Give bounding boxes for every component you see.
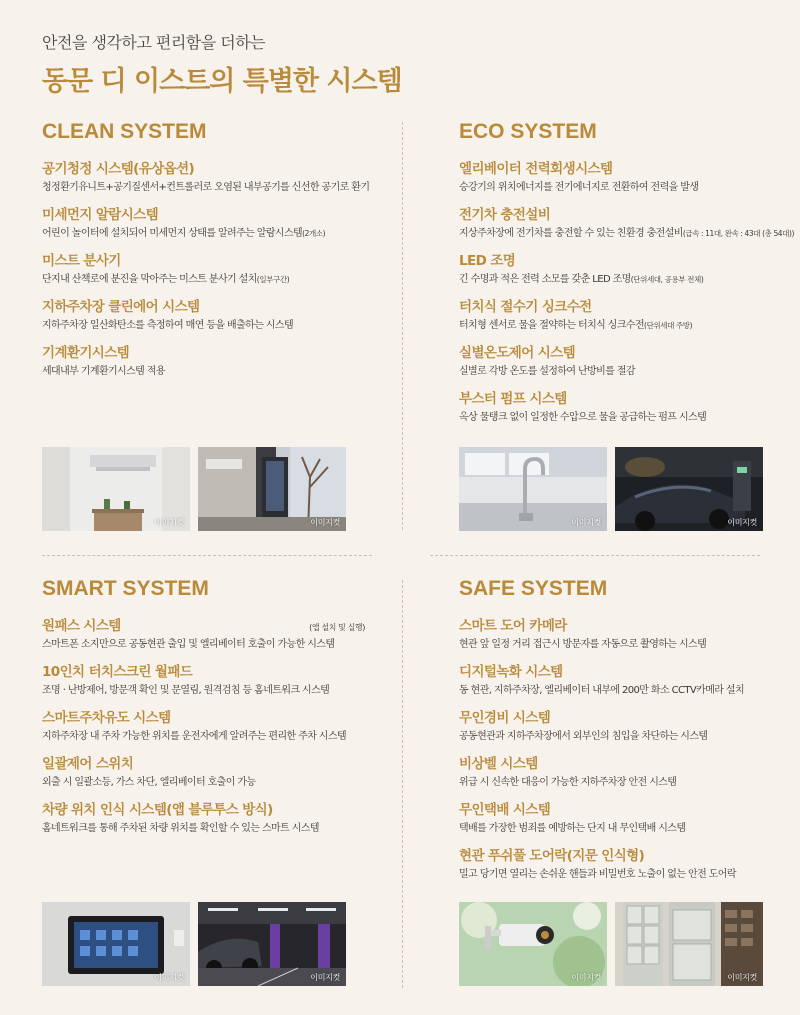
parking-garage-image bbox=[198, 902, 346, 986]
system-item-desc-text: 실별로 각방 온도를 설정하여 난방비를 절감 bbox=[459, 366, 635, 377]
system-item-desc bbox=[459, 867, 784, 882]
system-item bbox=[459, 709, 784, 744]
system-item-title: 실별온도제어 시스템 bbox=[459, 345, 576, 361]
system-item bbox=[459, 298, 784, 333]
eco-system-section bbox=[459, 120, 795, 436]
system-item-desc bbox=[459, 180, 784, 195]
system-item-desc-text: 조명 · 난방제어, 방문객 확인 및 문열림, 원격검침 등 홈네트워크 시스템 bbox=[42, 685, 330, 696]
vertical-divider-bottom bbox=[402, 580, 403, 988]
system-item-desc bbox=[42, 180, 370, 195]
system-item bbox=[42, 617, 367, 652]
system-item-desc-note: (급속 : 11대, 완속 : 43대 (총 54대)) bbox=[682, 229, 795, 238]
smart-system-section bbox=[42, 577, 367, 847]
system-item-desc bbox=[459, 821, 784, 836]
system-item-title: 무인경비 시스템 bbox=[459, 710, 551, 726]
eco-photos bbox=[459, 447, 763, 531]
system-item-desc-text: 위급 시 신속한 대응이 가능한 지하주차장 안전 시스템 bbox=[459, 777, 677, 788]
system-item-desc-note: (일부구간) bbox=[256, 275, 290, 284]
horizontal-divider-left bbox=[42, 555, 372, 556]
system-item bbox=[459, 252, 784, 287]
system-item bbox=[459, 617, 784, 652]
system-item-desc-text: 단지내 산책로에 분진을 막아주는 미스트 분사기 설치 bbox=[42, 274, 257, 285]
system-item bbox=[459, 755, 784, 790]
cctv-camera-image bbox=[459, 902, 607, 986]
safe-photos bbox=[459, 902, 763, 986]
system-item bbox=[42, 755, 367, 790]
image-caption: 이미지컷 bbox=[310, 973, 340, 982]
system-item-title: 10인치 터치스크린 월패드 bbox=[42, 664, 193, 680]
system-item-desc bbox=[42, 683, 367, 698]
system-item-desc-text: 승강기의 위치에너지를 전기에너지로 전환하여 전력을 발생 bbox=[459, 182, 699, 193]
system-item-desc bbox=[459, 637, 784, 652]
system-item-title: 기계환기시스템 bbox=[42, 345, 130, 361]
system-item-desc-text: 홈네트워크를 통해 주차된 차량 위치를 확인할 수 있는 스마트 시스템 bbox=[42, 823, 319, 834]
system-item-desc-text: 지하주차장 내 주차 가능한 위치를 운전자에게 알려주는 편리한 주차 시스템 bbox=[42, 731, 347, 742]
system-item bbox=[42, 663, 367, 698]
system-item-desc-text: 세대내부 기계환기시스템 적용 bbox=[42, 366, 165, 377]
ventilation-unit-image bbox=[42, 447, 190, 531]
system-item bbox=[42, 160, 370, 195]
system-item-desc-text: 택배를 가장한 범죄를 예방하는 단지 내 무인택배 시스템 bbox=[459, 823, 686, 834]
image-caption: 이미지컷 bbox=[154, 518, 184, 527]
system-item-title: 디지털녹화 시스템 bbox=[459, 664, 563, 680]
system-item-title: 전기차 충전설비 bbox=[459, 207, 551, 223]
system-item-desc bbox=[459, 410, 784, 425]
system-item bbox=[459, 847, 784, 882]
page-subtitle: 안전을 생각하고 편리함을 더하는 bbox=[42, 33, 266, 52]
system-item-desc-text: 밀고 당기면 열리는 손쉬운 핸들과 비밀번호 노출이 없는 안전 도어락 bbox=[459, 869, 736, 880]
system-item-title: 지하주차장 클린에어 시스템 bbox=[42, 299, 200, 315]
system-item-desc-text: 공동현관과 지하주차장에서 외부인의 침입을 차단하는 시스템 bbox=[459, 731, 708, 742]
header bbox=[42, 30, 402, 98]
system-item-desc-text: 지하주차장 일산화탄소를 측정하여 매연 등을 배출하는 시스템 bbox=[42, 320, 294, 331]
system-item-desc bbox=[42, 821, 367, 836]
system-item-title: 미스트 분사기 bbox=[42, 253, 121, 269]
system-item-desc-text: 터치형 센서로 물을 절약하는 터치식 싱크수전 bbox=[459, 320, 645, 331]
system-item bbox=[459, 160, 784, 195]
system-item bbox=[42, 344, 367, 379]
system-item bbox=[42, 298, 367, 333]
system-item-title: 공기청정 시스템(유상옵션) bbox=[42, 161, 195, 177]
section-title: CLEAN SYSTEM bbox=[42, 120, 207, 143]
clean-photos bbox=[42, 447, 346, 531]
system-item-desc-text: 청정환기유니트+공기질센서+컨트롤러로 오염된 내부공기를 신선한 공기로 환기 bbox=[42, 182, 370, 193]
system-item-desc-text: 어린이 놀이터에 설치되어 미세먼지 상태를 알려주는 알람시스템 bbox=[42, 228, 303, 239]
system-item-desc bbox=[459, 775, 784, 790]
system-item bbox=[459, 801, 784, 836]
system-item-title: 차량 위치 인식 시스템(앱 블루투스 방식) bbox=[42, 802, 273, 818]
system-item-note: (앱 설치 및 실행) bbox=[309, 623, 365, 632]
system-item-desc bbox=[42, 729, 367, 744]
system-item-desc bbox=[459, 683, 784, 698]
image-caption: 이미지컷 bbox=[727, 518, 757, 527]
system-item-title: 일괄제어 스위치 bbox=[42, 756, 134, 772]
system-item-desc bbox=[42, 318, 367, 333]
system-item bbox=[42, 206, 367, 241]
system-item-title: 스마트주차유도 시스템 bbox=[42, 710, 171, 726]
system-item bbox=[42, 252, 367, 287]
system-item-title: 비상벨 시스템 bbox=[459, 756, 538, 772]
system-item-desc bbox=[459, 364, 784, 379]
system-item bbox=[459, 390, 784, 425]
system-item bbox=[459, 344, 784, 379]
system-item-title: 엘리베이터 전력회생시스템 bbox=[459, 161, 613, 177]
system-item-desc bbox=[459, 272, 784, 287]
section-title: ECO SYSTEM bbox=[459, 120, 597, 143]
system-item-desc bbox=[42, 272, 367, 287]
image-caption: 이미지컷 bbox=[154, 973, 184, 982]
horizontal-divider-right bbox=[430, 555, 760, 556]
system-item-desc-text: 스마트폰 소지만으로 공동현관 출입 및 엘리베이터 호출이 가능한 시스템 bbox=[42, 639, 335, 650]
system-item-desc bbox=[42, 364, 367, 379]
system-item-desc-text: 지상주차장에 전기차를 충전할 수 있는 친환경 충전설비 bbox=[459, 228, 683, 239]
system-item-desc-note: (단위세대, 공용부 전체) bbox=[630, 275, 704, 284]
image-caption: 이미지컷 bbox=[571, 518, 601, 527]
system-item-title: 스마트 도어 카메라 bbox=[459, 618, 567, 634]
system-item bbox=[42, 709, 367, 744]
safe-system-section bbox=[459, 577, 784, 893]
system-item-desc-note: (2개소) bbox=[302, 229, 326, 238]
system-item-desc-text: 옥상 물탱크 없이 일정한 수압으로 물을 공급하는 펌프 시스템 bbox=[459, 412, 707, 423]
system-item-desc-text: 외출 시 일괄소등, 가스 차단, 엘리베이터 호출이 가능 bbox=[42, 777, 256, 788]
section-title: SAFE SYSTEM bbox=[459, 577, 608, 600]
system-item-desc bbox=[459, 318, 784, 333]
mist-sprayer-image bbox=[198, 447, 346, 531]
system-item-title: 무인택배 시스템 bbox=[459, 802, 551, 818]
system-item-desc bbox=[42, 637, 367, 652]
parcel-locker-image bbox=[615, 902, 763, 986]
page-title: 동문 디 이스트의 특별한 시스템 bbox=[42, 66, 402, 97]
section-title: SMART SYSTEM bbox=[42, 577, 209, 600]
ev-charging-image bbox=[615, 447, 763, 531]
system-item-title: LED 조명 bbox=[459, 253, 516, 269]
system-item-desc-text: 동 현관, 지하주차장, 엘리베이터 내부에 200만 화소 CCTV카메라 설치 bbox=[459, 685, 745, 696]
system-item-desc bbox=[42, 775, 367, 790]
system-item-desc bbox=[459, 226, 795, 241]
system-item-desc bbox=[42, 226, 367, 241]
image-caption: 이미지컷 bbox=[727, 973, 757, 982]
system-item-title: 미세먼지 알람시스템 bbox=[42, 207, 159, 223]
clean-system-section bbox=[42, 120, 370, 390]
system-item-desc-text: 긴 수명과 적은 전력 소모를 갖춘 LED 조명 bbox=[459, 274, 631, 285]
system-item-title: 원패스 시스템 bbox=[42, 618, 121, 634]
wallpad-image bbox=[42, 902, 190, 986]
smart-photos bbox=[42, 902, 346, 986]
system-item-title: 터치식 절수기 싱크수전 bbox=[459, 299, 592, 315]
system-item bbox=[459, 206, 795, 241]
system-item-title: 현관 푸쉬풀 도어락(지문 인식형) bbox=[459, 848, 645, 864]
image-caption: 이미지컷 bbox=[571, 973, 601, 982]
system-item-desc-text: 현관 앞 일정 거리 접근시 방문자를 자동으로 촬영하는 시스템 bbox=[459, 639, 707, 650]
system-item-desc-note: (단위세대 주방) bbox=[644, 321, 693, 330]
system-item-title: 부스터 펌프 시스템 bbox=[459, 391, 567, 407]
touch-faucet-image bbox=[459, 447, 607, 531]
vertical-divider-top bbox=[402, 122, 403, 530]
image-caption: 이미지컷 bbox=[310, 518, 340, 527]
system-item-desc bbox=[459, 729, 784, 744]
system-item bbox=[42, 801, 367, 836]
system-item bbox=[459, 663, 784, 698]
